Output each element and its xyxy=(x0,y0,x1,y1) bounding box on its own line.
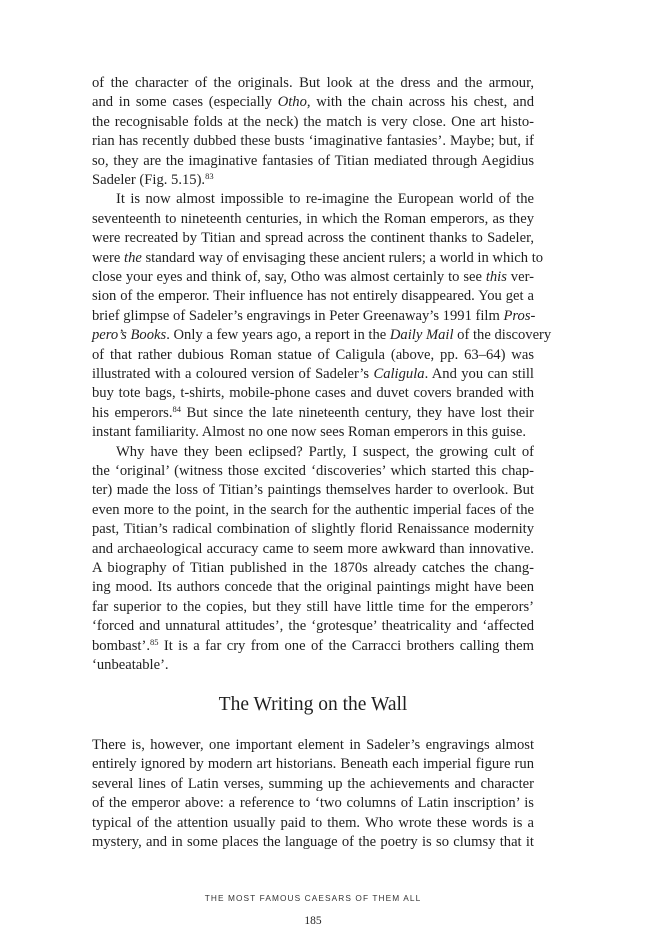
text-run: . Only a few years ago, a report in the xyxy=(166,327,390,344)
text-line xyxy=(92,559,534,578)
text-run: entirely ignored by modern art historians. Beneath each imperial figure run xyxy=(92,756,534,773)
page-number: 185 xyxy=(304,915,322,927)
text-run: seventeenth to nineteenth centuries, in which the Roman emperors, as they xyxy=(92,210,534,227)
text-line xyxy=(92,775,534,794)
text-run: ver- xyxy=(506,268,534,285)
text-line xyxy=(92,423,534,442)
text-line xyxy=(92,132,534,151)
text-line xyxy=(92,307,534,326)
text-line xyxy=(92,384,534,403)
text-run: were xyxy=(92,249,125,266)
text-run: close your eyes and think of, say, Otho was almost certainly to see xyxy=(92,268,486,285)
text-run: of that rather dubious Roman statue of Caligula (above, pp. 63–64) was xyxy=(92,346,534,363)
running-footer-title: THE MOST FAMOUS CAESARS OF THEM ALL xyxy=(204,893,422,903)
text-run: were recreated by Titian and spread across the continent thanks to Sadeler, xyxy=(92,230,534,247)
text-line xyxy=(92,540,534,559)
text-line xyxy=(92,794,534,813)
text-line xyxy=(92,326,552,345)
text-line xyxy=(92,152,534,171)
text-line xyxy=(92,93,534,112)
text-run: But since the late nineteenth century, they have lost their xyxy=(181,404,534,421)
section-heading: The Writing on the Wall xyxy=(218,694,408,715)
text-run: Pros- xyxy=(503,307,536,324)
text-run: ‘forced and unnatural attitudes’, the ‘grotesque’ theatricality and ‘affected xyxy=(92,618,534,635)
text-line xyxy=(92,365,534,384)
text-run: of the emperor above: a reference to ‘two columns of Latin inscription’ is xyxy=(92,795,534,812)
text-run: far superior to the copies, but they still have little time for the emperors’ xyxy=(92,598,534,615)
text-line xyxy=(92,462,534,481)
text-line xyxy=(92,287,534,306)
footnote-marker: 85 xyxy=(149,636,159,647)
text-line xyxy=(92,113,534,132)
text-run: Why have they been eclipsed? Partly, I suspect, the growing cult of xyxy=(116,443,534,460)
text-run: ing mood. Its authors concede that the original paintings might have been xyxy=(92,579,534,596)
text-run: It is now almost impossible to re-imagine the European world of the xyxy=(116,191,534,208)
text-run: the xyxy=(124,249,142,266)
paragraph-2 xyxy=(92,190,552,442)
text-line xyxy=(92,190,534,209)
text-line xyxy=(92,501,534,520)
text-run: Caligula xyxy=(373,365,425,382)
text-run: instant familiarity. Almost no one now sees Roman emperors in this guise. xyxy=(92,424,526,441)
text-run: of the discovery xyxy=(453,327,552,344)
text-run: and archaeological accuracy came to seem more awkward than innovative. xyxy=(92,540,534,557)
text-run: rian has recently dubbed these busts ‘imaginative fantasies’. Maybe; but, if xyxy=(92,133,534,150)
paragraph-3 xyxy=(92,443,534,676)
text-line xyxy=(92,736,534,755)
text-run: ter) made the loss of Titian’s paintings themselves harder to overlook. But xyxy=(92,482,534,499)
text-run: It is a far cry from one of the Carracci brothers calling them xyxy=(158,637,534,654)
text-line xyxy=(92,443,534,462)
text-line xyxy=(92,404,534,423)
text-run: several lines of Latin verses, summing up the achievements and character xyxy=(92,775,534,792)
text-line xyxy=(92,481,534,500)
text-run: the recognisable folds at the neck) the match is very close. One art histo- xyxy=(92,113,534,130)
text-run: ‘unbeatable’. xyxy=(92,656,169,673)
text-line xyxy=(92,578,534,597)
text-line xyxy=(92,520,534,539)
text-run: brief glimpse of Sadeler’s engravings in Peter Greenaway’s 1991 film xyxy=(92,307,504,324)
text-line xyxy=(92,656,534,675)
text-line xyxy=(92,598,534,617)
text-line xyxy=(92,346,534,365)
text-line xyxy=(92,268,534,287)
text-run: buy tote bags, t-shirts, mobile-phone cases and duvet covers branded with xyxy=(92,385,534,402)
text-run: bombast’. xyxy=(92,637,150,654)
text-run: mystery, and in some places the language of the poetry is so clumsy that it xyxy=(92,833,534,850)
text-run: typical of the attention usually paid to them. Who wrote these words is a xyxy=(92,814,534,831)
text-line xyxy=(92,229,534,248)
text-run: sion of the emperor. Their influence has not entirely disappeared. You get a xyxy=(92,288,534,305)
text-line xyxy=(92,833,534,852)
text-run: There is, however, one important element in Sadeler’s engravings almost xyxy=(92,737,534,753)
text-line xyxy=(92,249,544,268)
footnote-marker: 83 xyxy=(205,170,214,181)
text-line xyxy=(92,617,534,636)
text-run: and in some cases (especially xyxy=(92,94,278,111)
text-run: so, they are the imaginative fantasies of Titian mediated through Aegidius xyxy=(92,152,534,169)
text-run: the ‘original’ (witness those excited ‘discoveries’ which started this chap- xyxy=(92,462,534,479)
text-run: even more to the point, in the search for the authentic imperial faces of the xyxy=(92,501,534,518)
text-line xyxy=(92,637,534,656)
text-run: his emperors. xyxy=(92,404,173,421)
text-run: , with the chain across his chest, and xyxy=(306,94,534,111)
text-run: pero’s Books xyxy=(92,327,167,344)
text-line xyxy=(92,814,534,833)
text-run: standard way of envisaging these ancient rulers; a world in which to xyxy=(141,249,544,266)
text-run: . And you can still xyxy=(424,365,534,382)
text-run: illustrated with a coloured version of Sadeler’s xyxy=(92,365,374,382)
text-run: Daily Mail xyxy=(389,327,454,344)
text-run: Sadeler (Fig. 5.15). xyxy=(92,171,206,188)
text-line xyxy=(92,171,534,190)
text-run: Otho xyxy=(277,94,307,111)
paragraph-4 xyxy=(92,736,534,852)
text-run: of the character of the originals. But look at the dress and the armour, xyxy=(92,75,534,91)
paragraph-1 xyxy=(92,74,534,190)
text-line xyxy=(92,210,534,229)
text-run: this xyxy=(485,268,507,285)
footnote-marker: 84 xyxy=(172,403,182,414)
text-line xyxy=(92,755,534,774)
text-run: past, Titian’s radical combination of slightly florid Renaissance modernity xyxy=(92,521,534,538)
text-run: A biography of Titian published in the 1870s already catches the chang- xyxy=(92,559,534,576)
text-line xyxy=(92,74,534,93)
